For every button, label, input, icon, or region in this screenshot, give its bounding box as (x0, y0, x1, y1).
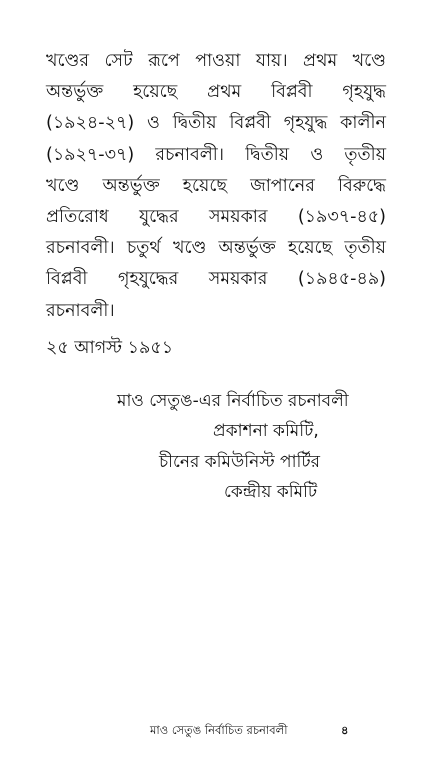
paragraph-line: অন্তর্ভুক্ত হয়েছে প্রথম বিপ্লবী গৃহযুদ্ধ (46, 82, 386, 103)
preface-date: ২৫ আগস্ট ১৯৫১ (46, 338, 174, 358)
paragraph-line: প্রতিরোধ যুদ্ধের সময়কার (১৯৩৭-৪৫) (46, 206, 386, 227)
footer-book-title: মাও সেতুঙ নির্বাচিত রচনাবলী (150, 723, 288, 737)
paragraph-line: রচনাবলী। (46, 300, 115, 321)
footer-page-number: ৪ (341, 723, 349, 737)
body-paragraph (46, 46, 386, 327)
paragraph-line: রচনাবলী। চতুর্থ খণ্ডে অন্তর্ভুক্ত হয়েছে তৃতীয় (46, 238, 386, 259)
paragraph-line: খণ্ডে অন্তর্ভুক্ত হয়েছে জাপানের বিরুদ্ধে (46, 175, 386, 196)
signature-publisher-title: মাও সেতুঙ-এর নির্বাচিত রচনাবলী (117, 391, 349, 411)
paragraph-line: খণ্ডের সেট রূপে পাওয়া যায়। প্রথম খণ্ডে (46, 51, 386, 71)
signature-party: চীনের কমিউনিস্ট পার্টির (159, 452, 321, 472)
signature-central-committee: কেন্দ্রীয় কমিটি (224, 482, 318, 502)
paragraph-line: (১৯২৪-২৭) ও দ্বিতীয় বিপ্লবী গৃহযুদ্ধ কালীন (46, 113, 386, 134)
paragraph-line: (১৯২৭-৩৭) রচনাবলী। দ্বিতীয় ও তৃতীয় (46, 144, 386, 165)
paragraph-line: বিপ্লবী গৃহযুদ্ধের সময়কার (১৯৪৫-৪৯) (46, 269, 386, 290)
signature-committee: প্রকাশনা কমিটি, (213, 421, 319, 441)
